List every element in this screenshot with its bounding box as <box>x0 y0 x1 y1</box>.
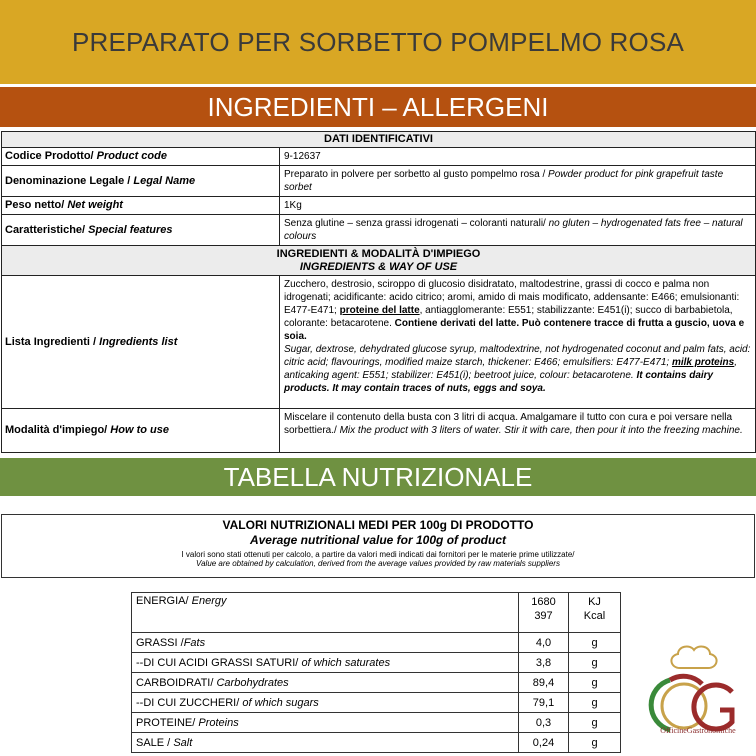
table-row <box>2 215 756 246</box>
code-value: 9-12637 <box>280 148 756 166</box>
ingredients-section-bar <box>0 87 756 127</box>
ingredients-label: Lista Ingredienti / Ingredients list <box>2 276 280 409</box>
features-value: Senza glutine – senza grassi idrogenati – coloranti naturali/ no gluten – hydrogenated fats free – natural colours <box>280 215 756 246</box>
use-label: Modalità d'impiego/ How to use <box>2 409 280 453</box>
ingredients-header: INGREDIENTI & MODALITÀ D'IMPIEGO INGREDIENTS & WAY OF USE <box>2 246 756 276</box>
nutrient-unit: KJ Kcal <box>569 593 621 633</box>
weight-value: 1Kg <box>280 197 756 215</box>
nutrient-label: --DI CUI ZUCCHERI/ of which sugars <box>132 693 519 713</box>
nutrient-value: 0,3 <box>519 713 569 733</box>
nutrient-unit: g <box>569 733 621 753</box>
table-row <box>2 132 756 148</box>
use-value: Miscelare il contenuto della busta con 3 litri di acqua. Amalgamare il tutto con cura e poi versare nella sorbettiera./ Mix the product with 3 liters of water. Stir it with care, then pour it into the freezing machine. <box>280 409 756 453</box>
officine-gastronomiche-logo <box>640 640 750 752</box>
nutrition-title-en: Average nutritional value for 100g of product <box>249 533 507 547</box>
name-value: Preparato in polvere per sorbetto al gusto pompelmo rosa / Powder product for pink grapefruit taste sorbet <box>280 166 756 197</box>
ingredients-en: Sugar, dextrose, dehydrated glucose syrup, maltodextrine, not hydrogenated coconut and palm fats, acid: citric acid; flavourings, modified maize starch, thickener: E466; emulsifiers: E477-E471; milk proteins, anticaking agent: E551; stabilizer: E451(i); beetroot juice, colour: betacarotene. It contains dairy products. It may contain traces of nuts, eggs and soya. <box>284 344 751 394</box>
nutrient-unit: g <box>569 633 621 653</box>
nutrition-note-it: I valori sono stati ottenuti per calcolo, a partire da valori medi indicati dai fornitori per le materie prime utilizzate/ <box>181 550 575 559</box>
table-row <box>132 653 621 673</box>
table-row <box>132 713 621 733</box>
table-row <box>132 673 621 693</box>
nutrient-label: --DI CUI ACIDI GRASSI SATURI/ of which saturates <box>132 653 519 673</box>
nutrient-value: 3,8 <box>519 653 569 673</box>
table-row <box>2 197 756 215</box>
name-label: Denominazione Legale / Legal Name <box>2 166 280 197</box>
logo-g-icon <box>694 685 732 729</box>
nutrition-note-en: Value are obtained by calculation, derived from the average values provided by raw materials suppliers <box>196 559 560 568</box>
ingredients-it: Zucchero, destrosio, sciroppo di glucosio disidratato, maltodestrine, grassi di cocco e palma non idrogenati; acidificante: acido citrico; aromi, amido di mais modificato, addensante: E466; emulsionanti: E477-E471; proteine del latte, antiagglomerante: E551; stabilizzante: E451(i); succo di barbabietola, colorante: betacarotene. Contiene derivati del latte. Può contenere tracce di frutta a guscio, uova e soia. <box>284 279 745 342</box>
table-row <box>2 276 756 409</box>
table-row <box>132 593 621 633</box>
nutrient-value: 89,4 <box>519 673 569 693</box>
chef-hat-icon <box>671 647 716 668</box>
table-row <box>2 148 756 166</box>
nutrition-title-it: VALORI NUTRIZIONALI MEDI PER 100g DI PRODOTTO <box>222 518 534 532</box>
allergen-it: proteine del latte <box>339 305 420 316</box>
table-row <box>2 409 756 453</box>
table-row <box>132 733 621 753</box>
nutrition-table <box>131 592 621 753</box>
table-row <box>2 166 756 197</box>
nutrient-label: CARBOIDRATI/ Carbohydrates <box>132 673 519 693</box>
nutrient-label: SALE / Salt <box>132 733 519 753</box>
allergen-en: milk proteins <box>671 357 735 368</box>
nutrient-unit: g <box>569 713 621 733</box>
nutrient-value: 0,24 <box>519 733 569 753</box>
table-row <box>2 246 756 276</box>
nutrition-section-title: TABELLA NUTRIZIONALE <box>223 461 533 492</box>
code-label: Codice Prodotto/ Product code <box>2 148 280 166</box>
table-row <box>132 633 621 653</box>
logo-wordmark: OfficineGastronomiche <box>660 726 736 735</box>
ingredients-value <box>280 276 756 409</box>
nutrition-header-box <box>1 514 755 578</box>
nutrient-label: PROTEINE/ Proteins <box>132 713 519 733</box>
nutrition-section-bar <box>0 458 756 496</box>
nutrient-value: 4,0 <box>519 633 569 653</box>
ingredients-section-title: INGREDIENTI – ALLERGENI <box>207 91 549 122</box>
nutrient-value: 1680 397 <box>519 593 569 633</box>
nutrient-unit: g <box>569 653 621 673</box>
nutrient-unit: g <box>569 673 621 693</box>
nutrient-label: GRASSI /Fats <box>132 633 519 653</box>
weight-label: Peso netto/ Net weight <box>2 197 280 215</box>
title-bar <box>0 0 756 84</box>
table-row <box>132 693 621 713</box>
nutrient-unit: g <box>569 693 621 713</box>
identification-table <box>1 131 756 453</box>
ident-header: DATI IDENTIFICATIVI <box>2 132 756 148</box>
page-title: PREPARATO PER SORBETTO POMPELMO ROSA <box>71 26 685 57</box>
features-label: Caratteristiche/ Special features <box>2 215 280 246</box>
nutrient-label: ENERGIA/ Energy <box>132 593 519 633</box>
nutrient-value: 79,1 <box>519 693 569 713</box>
